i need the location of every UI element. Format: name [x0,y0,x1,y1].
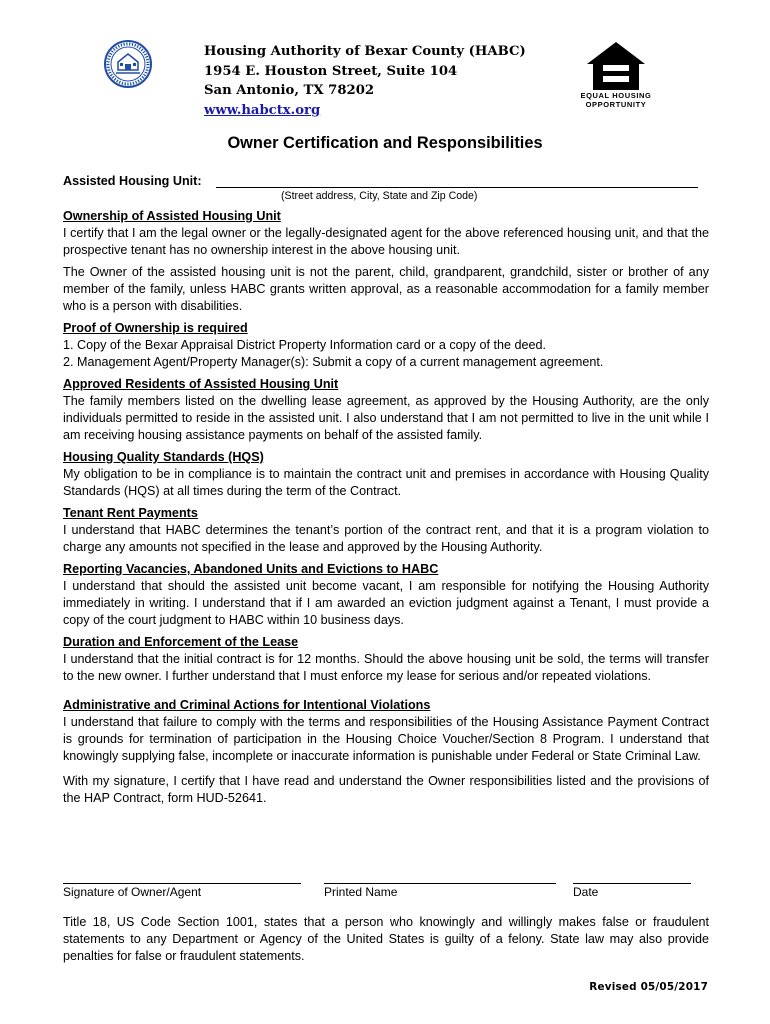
section-heading: Reporting Vacancies, Abandoned Units and Evictions to HABC [63,562,439,576]
owner-signature-label: Signature of Owner/Agent [63,885,202,899]
owner-signature-line[interactable] [63,883,301,884]
section-heading: Administrative and Criminal Actions for Intentional Violations [63,698,431,712]
website-link[interactable]: www.habctx.org [204,102,321,118]
eho-caption-line1: EQUAL HOUSING [580,91,652,100]
section-ownership [63,208,709,315]
section-paragraph: The Owner of the assisted housing unit is not the parent, child, grandparent, grandchild, sister or brother of any member of the family, unless HABC grants written approval, as a reasonable accommodation for a family member who is a person with disabilities. [63,265,709,313]
city-state-zip: San Antonio, TX 78202 [204,83,375,98]
assisted-housing-unit-input-line[interactable] [216,187,698,188]
organization-name: Housing Authority of Bexar County (HABC) [204,44,526,59]
section-paragraph: My obligation to be in compliance is to maintain the contract unit and premises in accordance with Housing Quality Standards (HQS) at all times during the term of the Contract. [63,467,709,498]
date-label: Date [573,885,599,899]
printed-name-label: Printed Name [324,885,398,899]
section-paragraph: I certify that I am the legal owner or the legally-designated agent for the above referenced housing unit, and that the prospective tenant has no ownership interest in the above housing unit. [63,226,709,257]
section-heading: Duration and Enforcement of the Lease [63,635,299,649]
equal-housing-opportunity-logo [576,40,656,120]
assisted-housing-unit-field [63,174,703,208]
section-housing-quality-standards [63,449,709,500]
assisted-housing-unit-hint: (Street address, City, State and Zip Code) [281,190,478,202]
legal-notice: Title 18, US Code Section 1001, states that a person who knowingly and willingly makes false or fraudulent statements to any Department or Agency of the United States is guilty of a felony. State law may also provide penalties for false or fraudulent statements. [63,915,709,963]
section-paragraph: I understand that failure to comply with the terms and responsibilities of the Housing Assistance Payment Contract is grounds for termination of participation in the Housing Choice Voucher/Section 8 Program. I understand that knowingly supplying false, incomplete or inaccurate information is punishable under Federal or State Criminal Law. [63,715,709,763]
habc-seal-logo [104,40,152,88]
equal-housing-house-icon [585,40,647,92]
section-approved-residents [63,376,709,444]
street-address: 1954 E. Houston Street, Suite 104 [204,63,458,79]
section-duration-enforcement [63,634,709,685]
page-title: Owner Certification and Responsibilities [227,134,543,152]
section-paragraph: I understand that HABC determines the tenant’s portion of the contract rent, and that it is a program violation to charge any amounts not specified in the lease and approved by the Housing Authority. [63,523,709,554]
list-item: 2. Management Agent/Property Manager(s): Submit a copy of a current management agreement. [63,355,604,369]
section-administrative-criminal-actions [63,697,709,807]
certification-body [63,208,709,807]
section-paragraph: The family members listed on the dwelling lease agreement, as approved by the Housing Authority, are the only individuals permitted to reside in the assisted unit. I also understand that I am not permitted to live in the unit while I am receiving housing assistance payments on behalf of the assisted family. [63,394,709,442]
organization-address-block [204,42,526,120]
letterhead [0,0,770,130]
revision-date: Revised 05/05/2017 [589,981,708,993]
section-tenant-rent-payments [63,505,709,556]
printed-name-line[interactable] [324,883,556,884]
section-proof-of-ownership [63,320,709,371]
section-paragraph: I understand that the initial contract is for 12 months. Should the above housing unit be sold, the terms will transfer to the new owner. I further understand that I must enforce my lease for serious and/or repeated violations. [63,652,709,683]
date-line[interactable] [573,883,691,884]
eho-caption-line2: OPPORTUNITY [585,99,647,109]
certification-statement: With my signature, I certify that I have read and understand the Owner responsibilities listed and the provisions of the HAP Contract, form HUD-52641. [63,774,709,805]
section-heading: Housing Quality Standards (HQS) [63,450,264,464]
section-reporting-vacancies [63,561,709,629]
section-heading: Ownership of Assisted Housing Unit [63,209,281,223]
assisted-housing-unit-label: Assisted Housing Unit: [63,174,202,188]
section-heading: Proof of Ownership is required [63,321,248,335]
list-item: 1. Copy of the Bexar Appraisal District Property Information card or a copy of the deed. [63,338,547,352]
signature-block [63,879,709,903]
section-paragraph: I understand that should the assisted unit become vacant, I am responsible for notifying the Housing Authority immediately in writing. I understand that if I am awarded an eviction judgment against a Tenant, I must provide a copy of the court judgment to HABC within 10 business days. [63,579,709,627]
section-heading: Approved Residents of Assisted Housing Unit [63,377,339,391]
section-heading: Tenant Rent Payments [63,506,198,520]
